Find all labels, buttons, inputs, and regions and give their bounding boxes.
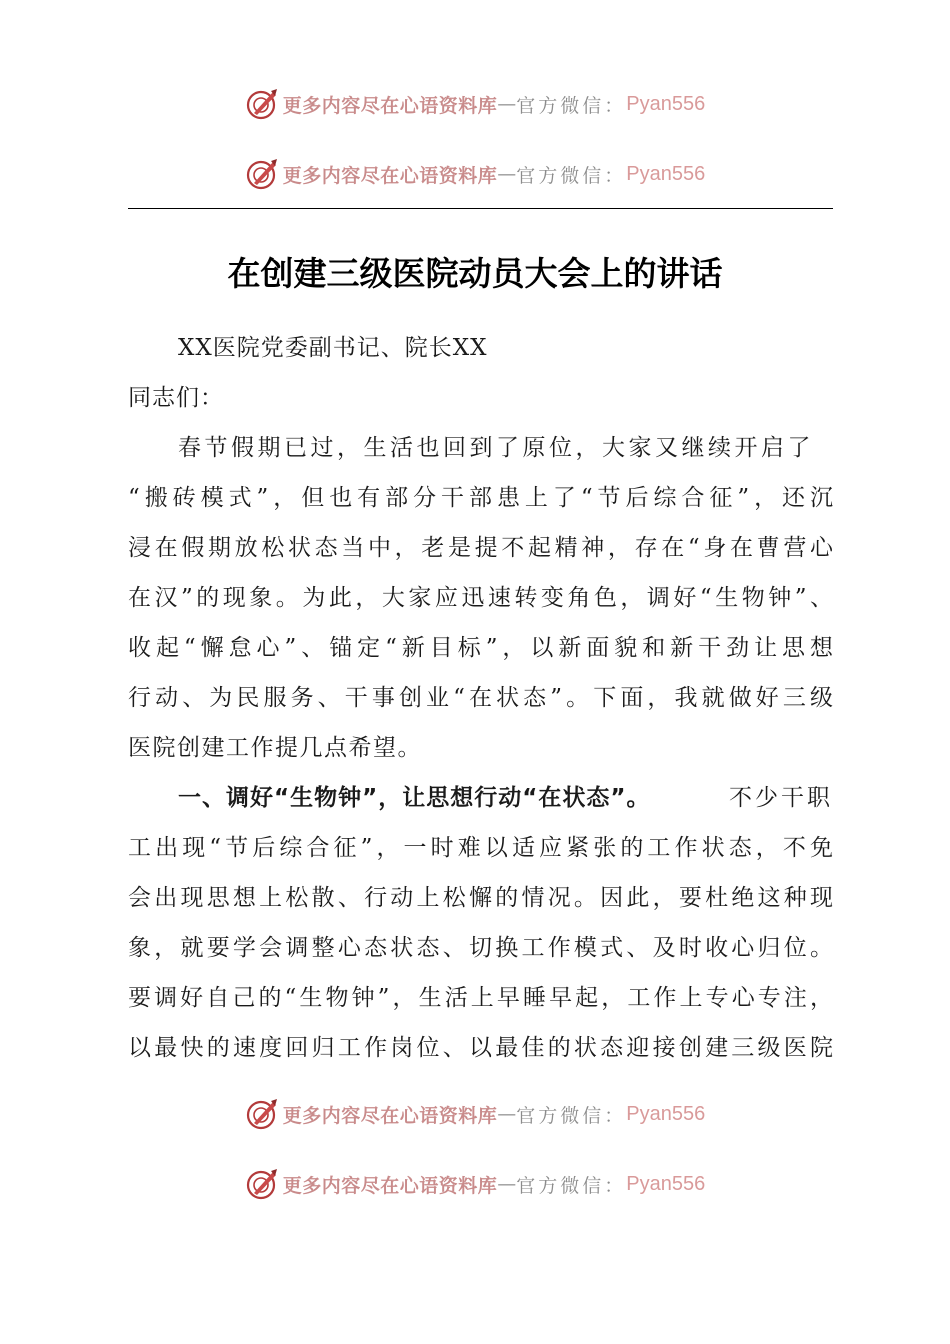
watermark-banner-top-1 [0,84,950,124]
watermark-label: 官方微信： [516,1104,627,1127]
watermark-banner-bottom-1 [0,1094,950,1134]
watermark-text: 更多内容尽在心语资料库 [282,1104,498,1127]
section1-heading: 一、调好“生物钟”，让思想行动“在状态”。 [178,785,651,811]
watermark-id: Pyan556 [626,1172,706,1195]
section1-line-6: 以最快的速度回归工作岗位、以最佳的状态迎接创建三级医院 [128,1035,833,1061]
watermark-id: Pyan556 [626,92,706,115]
section1-line-3: 会出现思想上松散、行动上松懈的情况。因此，要杜绝这种现 [128,885,833,911]
watermark-text: 更多内容尽在心语资料库 [282,1174,498,1197]
author-line: XX医院党委副书记、院长XX [178,335,488,361]
watermark-banner-top-2 [0,154,950,194]
para1-line-1: 春节假期已过，生活也回到了原位，大家又继续开启了 [178,435,814,461]
salutation: 同志们： [128,385,224,411]
watermark-label: 官方微信： [516,1174,627,1197]
section1-line-5: 要调好自己的“生物钟”，生活上早睡早起，工作上专心专注， [128,985,833,1011]
watermark-label: 官方微信： [516,94,627,117]
section1-first-line [178,783,833,813]
logo-icon [245,1097,279,1131]
watermark-id: Pyan556 [626,162,706,185]
watermark-dash: — [497,1173,517,1195]
section1-line-2: 工出现“节后综合征”，一时难以适应紧张的工作状态，不免 [128,835,833,861]
logo-icon [245,1167,279,1201]
watermark-label: 官方微信： [516,164,627,187]
para1-line-5: 收起“懈怠心”、锚定“新目标”，以新面貌和新干劲让思想 [128,635,833,661]
watermark-text: 更多内容尽在心语资料库 [282,94,498,117]
logo-icon [245,157,279,191]
para1-line-6: 行动、为民服务、干事创业“在状态”。下面，我就做好三级 [128,685,833,711]
header-divider [128,208,833,209]
para1-line-4: 在汉”的现象。为此，大家应迅速转变角色，调好“生物钟”、 [128,585,833,611]
watermark-id: Pyan556 [626,1102,706,1125]
section1-first-rest: 不少干职 [729,785,833,811]
para1-line-2: “搬砖模式”，但也有部分干部患上了“节后综合征”，还沉 [128,485,833,511]
watermark-dash: — [497,93,517,115]
watermark-dash: — [497,1103,517,1125]
watermark-text: 更多内容尽在心语资料库 [282,164,498,187]
document-title: 在创建三级医院动员大会上的讲话 [227,254,723,293]
watermark-banner-bottom-2 [0,1164,950,1204]
logo-icon [245,87,279,121]
para1-line-3: 浸在假期放松状态当中，老是提不起精神，存在“身在曹营心 [128,535,833,561]
section1-line-4: 象，就要学会调整心态状态、切换工作模式、及时收心归位。 [128,935,833,961]
para1-line-7: 医院创建工作提几点希望。 [128,735,422,761]
watermark-dash: — [497,163,517,185]
